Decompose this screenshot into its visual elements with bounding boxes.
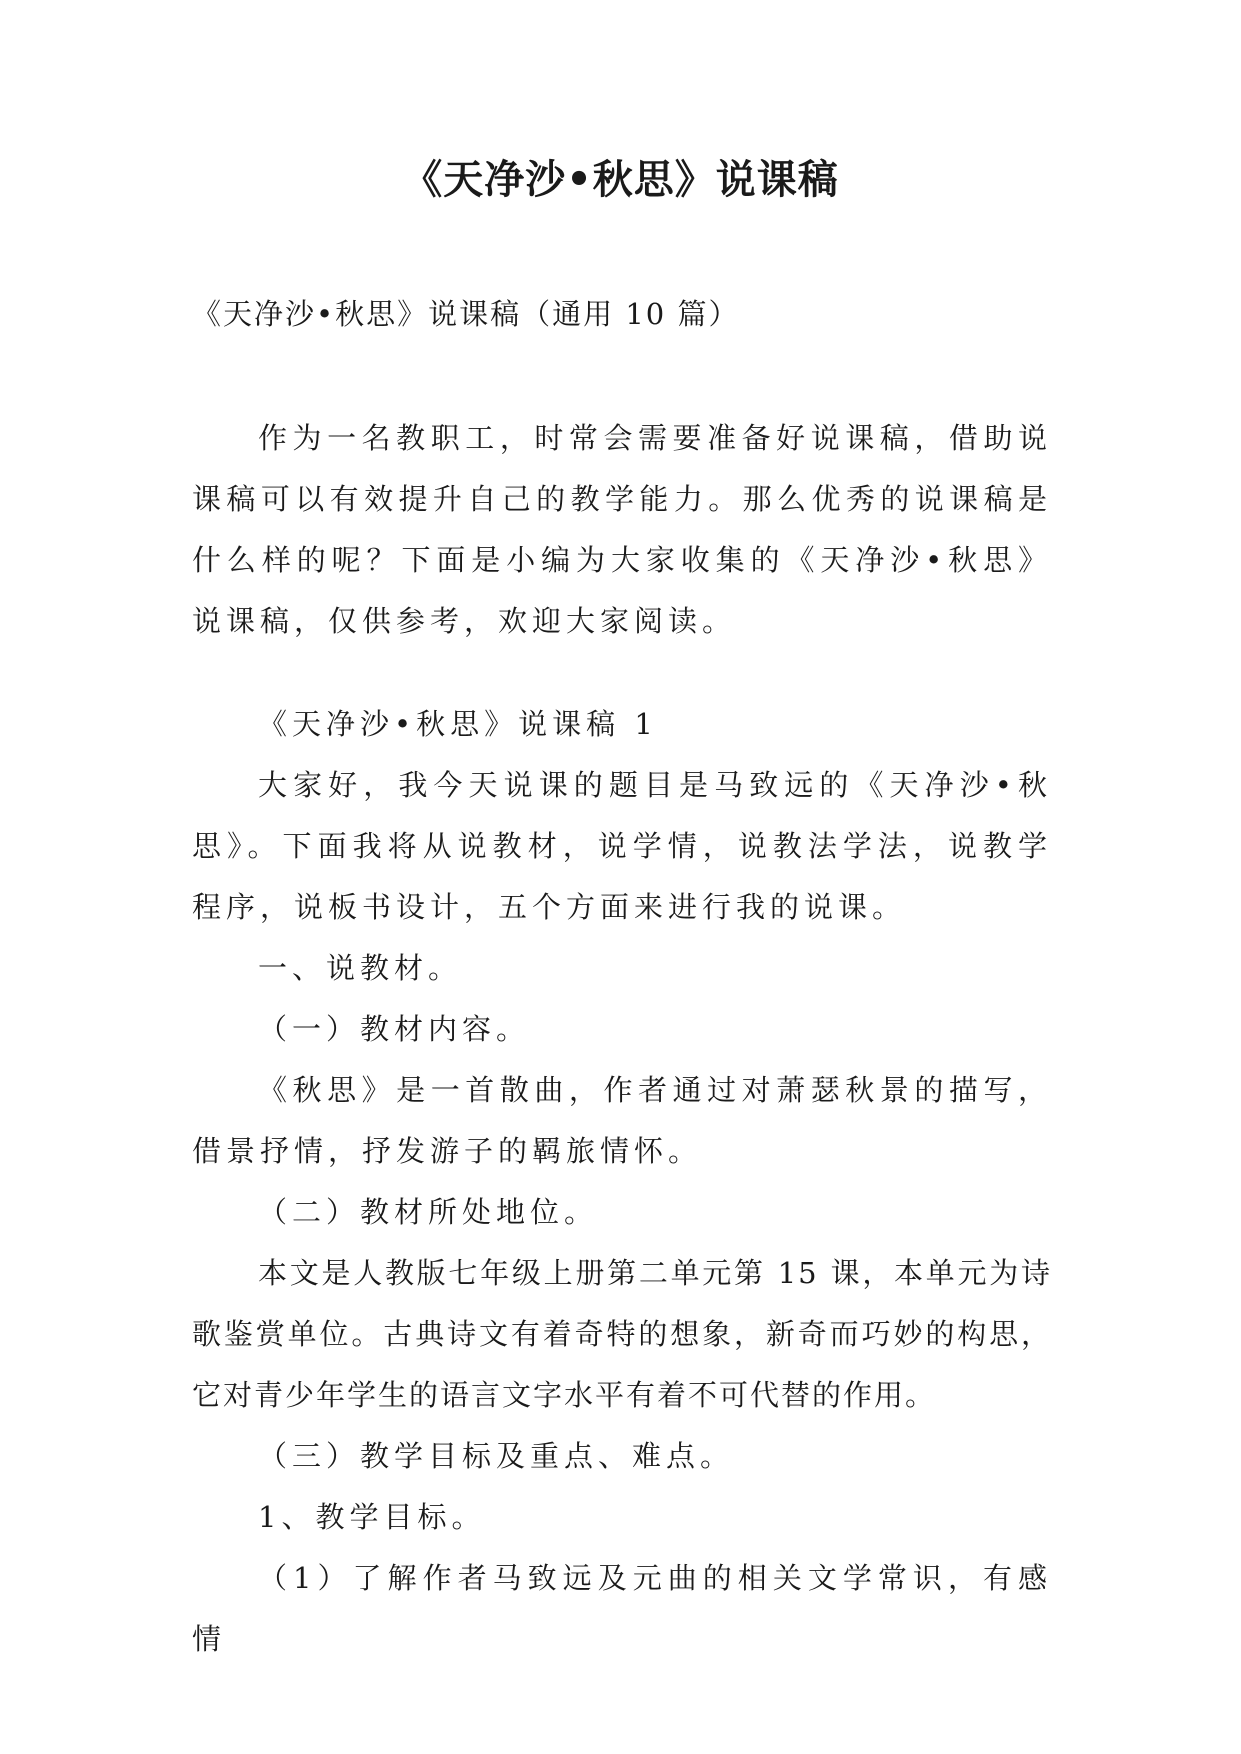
- intro-paragraph: 作为一名教职工，时常会需要准备好说课稿，借助说课稿可以有效提升自己的教学能力。那么优秀的说课稿是什么样的呢？下面是小编为大家收集的《天净沙•秋思》说课稿，仅供参考，欢迎大家阅读。: [192, 421, 1052, 638]
- paragraph: 大家好，我今天说课的题目是马致远的《天净沙•秋思》。下面我将从说教材，说学情，说教法学法，说教学程序，说板书设计，五个方面来进行我的说课。: [192, 768, 1052, 924]
- paragraph: （二）教材所处地位。: [258, 1195, 599, 1229]
- document-subtitle: 《天净沙•秋思》说课稿（通用 10 篇）: [192, 297, 740, 331]
- paragraph: 1、教学目标。: [258, 1500, 486, 1534]
- intro-block: [192, 408, 1052, 652]
- document-title: 《天净沙•秋思》说课稿: [402, 156, 839, 203]
- paragraph: 一、说教材。: [258, 951, 463, 985]
- paragraph: （一）教材内容。: [258, 1012, 531, 1046]
- paragraph: （1）了解作者马致远及元曲的相关文学常识，有感情: [192, 1561, 1052, 1656]
- lesson-section: [192, 694, 1052, 1670]
- paragraph: 本文是人教版七年级上册第二单元第 15 课，本单元为诗歌鉴赏单位。古典诗文有着奇特的想象，新奇而巧妙的构思，它对青少年学生的语言文字水平有着不可代替的作用。: [192, 1256, 1052, 1412]
- paragraph: 《秋思》是一首散曲，作者通过对萧瑟秋景的描写，借景抒情，抒发游子的羁旅情怀。: [192, 1073, 1052, 1168]
- paragraph: （三）教学目标及重点、难点。: [258, 1439, 735, 1473]
- section-heading: 《天净沙•秋思》说课稿 1: [258, 707, 658, 741]
